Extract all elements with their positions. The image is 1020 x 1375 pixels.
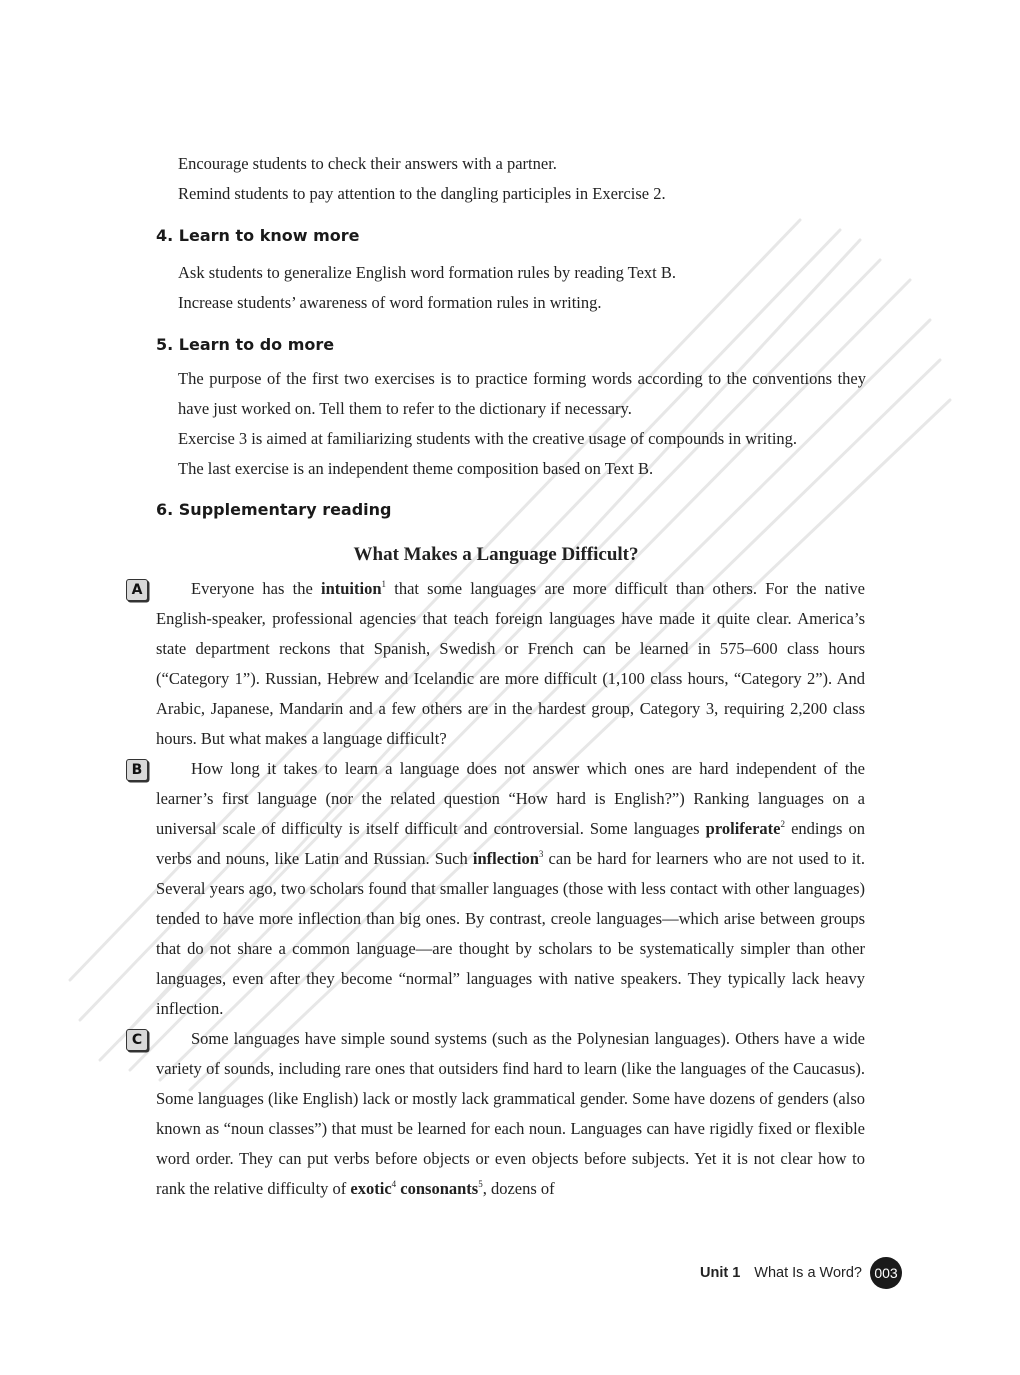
page-number-badge: 003 (870, 1257, 902, 1289)
vocab-word: consonants (400, 1179, 479, 1198)
page-footer (700, 1258, 902, 1288)
footnote-ref: 4 (391, 1179, 397, 1189)
vocab-word: proliferate (705, 819, 781, 838)
footnote-ref: 3 (538, 849, 544, 859)
article-paragraph-a: Everyone has the intuition$^1$ that some languages are more difficult than others. For the native English-speaker, professional agencies that teach foreign languages have made it quite clear. America’s state department reckons that Spanish, Swedish or French can be learned in 575–600 class hours (“Category 1”). Russian, Hebrew and Icelandic are more difficult (1,100 class hours, “Category 2”). And Arabic, Japanese, Mandarin and a few others are in the hardest group, Category 3, requiring 2,200 class hours. But what makes a language difficult? (156, 579, 865, 748)
vocab-word: inflection (472, 849, 539, 868)
article-title: What Makes a Language Difficult? (353, 544, 639, 565)
article-paragraph-c: Some languages have simple sound systems (such as the Polynesian languages). Others have a wide variety of sounds, including rare ones that outsiders find hard to learn (like the languages of the Caucasus). Some languages (like English) lack or mostly lack grammatical gender. Some have dozens of genders (also known as “noun classes”) that must be learned for each noun. Languages can have rigidly fixed or flexible word order. They can put verbs before objects or even objects before subjects. Yet it is not clear how to rank the relative difficulty of exotic$^4$ consonants$^5$, dozens of (156, 1029, 865, 1198)
footnote-ref: 5 (478, 1179, 483, 1189)
instruction-line: Ask students to generalize English word formation rules by reading Text B. (178, 263, 677, 282)
section-heading-learn-to-know-more: 4. Learn to know more (156, 226, 360, 245)
paragraph-marker-b: B (126, 759, 148, 781)
section-heading-learn-to-do-more: 5. Learn to do more (156, 335, 335, 354)
vocab-word: intuition (321, 579, 382, 598)
article-paragraph-b: How long it takes to learn a language does not answer which ones are hard independent of the learner’s first language (nor the related question “How hard is English?”) Ranking languages on a universal scale of difficulty is itself difficult and controversial. Some languages proliferate$^2$ endings on verbs and nouns, like Latin and Russian. Such inflection$^3$ can be hard for learners who are not used to it. Several years ago, two scholars found that smaller languages (those with less contact with other languages) tended to have more inflection than big ones. By contrast, creole languages—which arise between groups that do not share a common language—are thought by scholars to be systematically simpler than other languages, even after they become “normal” languages with native speakers. They typically lack heavy inflection. (156, 759, 865, 1018)
footnote-ref: 2 (780, 819, 785, 829)
instruction-line: Remind students to pay attention to the dangling participles in Exercise 2. (178, 184, 666, 203)
instruction-line: The last exercise is an independent theme composition based on Text B. (178, 459, 654, 478)
instruction-line: Encourage students to check their answers with a partner. (178, 154, 557, 173)
footer-unit: Unit 1 (700, 1265, 741, 1281)
instruction-paragraph: The purpose of the first two exercises is to practice forming words according to the conventions they have just worked on. Tell them to refer to the dictionary if necessary. (178, 369, 866, 418)
instruction-line: Increase students’ awareness of word formation rules in writing. (178, 293, 602, 312)
instruction-line: Exercise 3 is aimed at familiarizing students with the creative usage of compounds in writing. (178, 429, 798, 448)
paragraph-marker-a: A (126, 579, 148, 601)
footer-unit-title: What Is a Word? (754, 1265, 862, 1281)
section-heading-supplementary-reading: 6. Supplementary reading (156, 500, 392, 519)
paragraph-marker-c: C (126, 1029, 148, 1051)
vocab-word: exotic (350, 1179, 392, 1198)
footnote-ref: 1 (381, 579, 387, 589)
